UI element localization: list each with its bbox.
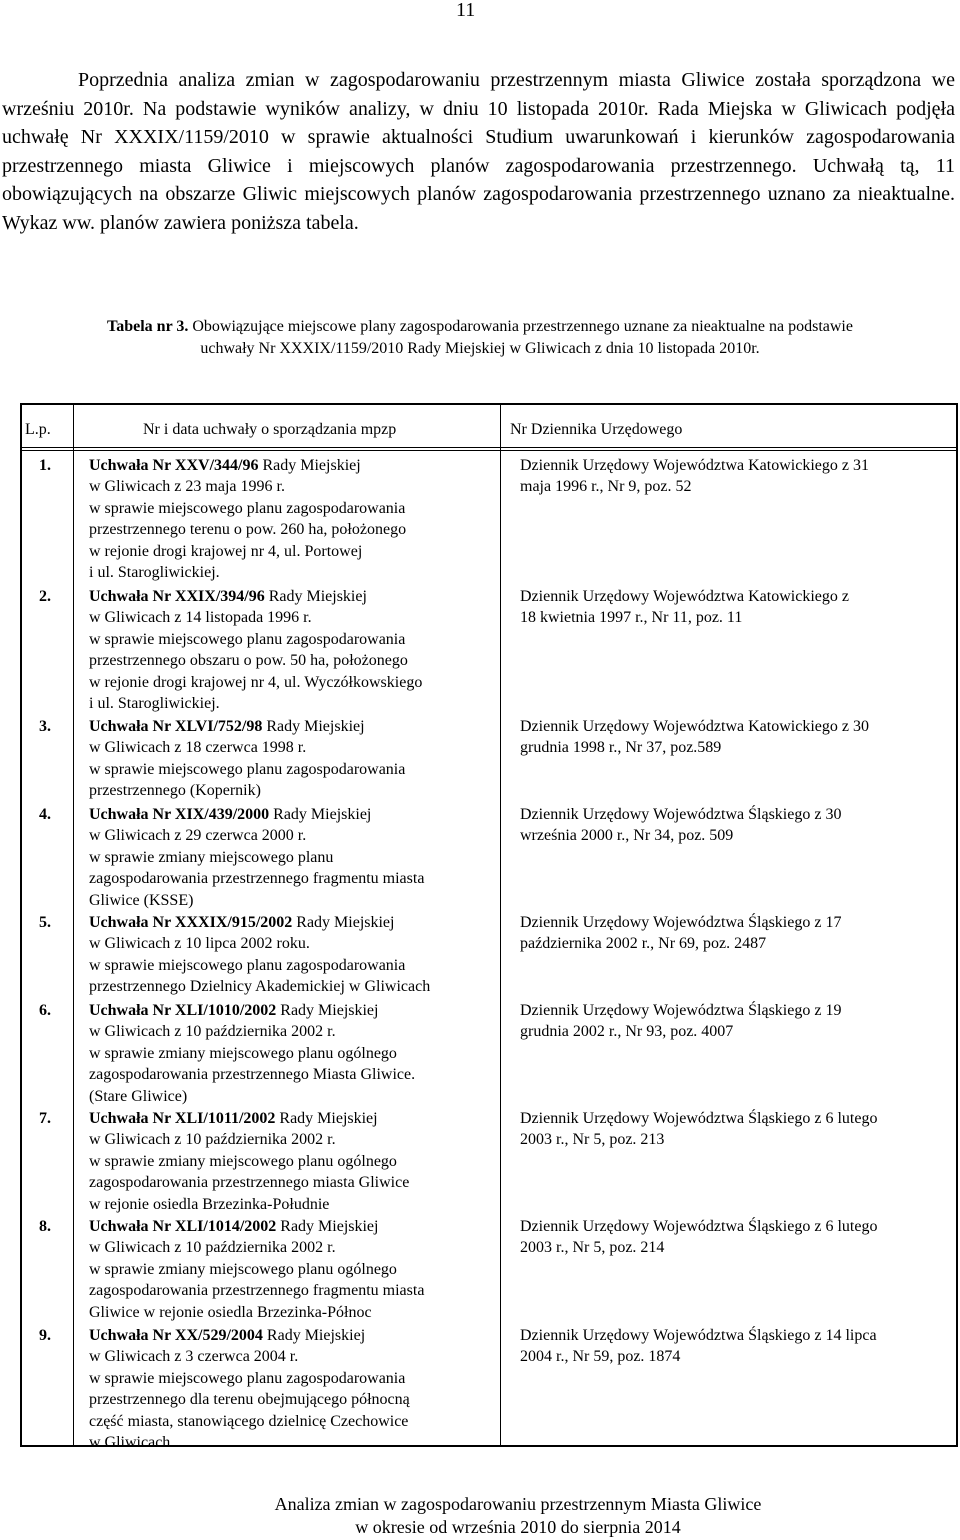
journal-reference-line: Dziennik Urzędowy Województwa Śląskiego z 6 lutego <box>520 1110 878 1127</box>
resolution-detail-line: i ul. Starogliwickiej. <box>89 564 220 582</box>
resolution-detail-line: zagospodarowania przestrzennego fragmentu miasta <box>89 1282 425 1300</box>
resolution-number: Uchwała Nr XLVI/752/98 <box>89 718 263 735</box>
resolution-council: Rady Miejskiej <box>269 806 372 823</box>
header-divider-top <box>22 447 956 448</box>
resolution-title-line <box>89 1325 499 1346</box>
resolution-number: Uchwała Nr XLI/1011/2002 <box>89 1110 276 1127</box>
row-number: 7. <box>39 1110 51 1127</box>
journal-reference-line: Dziennik Urzędowy Województwa Śląskiego z 6 lutego <box>520 1218 878 1235</box>
resolution-council: Rady Miejskiej <box>258 457 361 474</box>
resolution-title-line <box>89 716 499 737</box>
resolution-detail-line: przestrzennego obszaru o pow. 50 ha, położonego <box>89 652 408 670</box>
journal-reference-line: Dziennik Urzędowy Województwa Śląskiego z 17 <box>520 914 842 931</box>
resolution-title-line <box>89 455 499 476</box>
resolution-detail-line: w sprawie miejscowego planu zagospodarowania <box>89 760 406 778</box>
resolution-title-line <box>89 1108 499 1129</box>
resolution-detail-line: w rejonie drogi krajowej nr 4, ul. Portowej <box>89 542 363 560</box>
resolution-council: Rady Miejskiej <box>276 1218 379 1235</box>
column-divider-journal <box>500 405 501 1445</box>
journal-reference <box>520 1325 945 1368</box>
resolution-detail-line: w sprawie miejscowego planu zagospodarowania <box>89 1369 406 1387</box>
resolution-detail-line: w sprawie zmiany miejscowego planu ogólnego <box>89 1044 397 1062</box>
journal-reference-line: Dziennik Urzędowy Województwa Śląskiego z 19 <box>520 1002 842 1019</box>
resolution-detail-line: w Gliwicach z 3 czerwca 2004 r. <box>89 1348 299 1366</box>
resolution-council: Rady Miejskiej <box>262 718 365 735</box>
resolution-council: Rady Miejskiej <box>275 1110 378 1127</box>
row-number: 8. <box>39 1218 51 1235</box>
resolution-detail-line: zagospodarowania przestrzennego fragmentu miasta <box>89 870 425 888</box>
row-number: 3. <box>39 718 51 735</box>
resolution-number: Uchwała Nr XIX/439/2000 <box>89 806 270 823</box>
journal-reference-line: 2003 r., Nr 5, poz. 213 <box>520 1131 665 1149</box>
resolution-detail-line: w sprawie zmiany miejscowego planu <box>89 848 334 866</box>
resolution-detail-line: zagospodarowania przestrzennego miasta Gliwice <box>89 1174 410 1192</box>
intro-paragraph: Poprzednia analiza zmian w zagospodarowaniu przestrzennym miasta Gliwice została sporządzona we wrześniu 2010r. Na podstawie wyników analizy, w dniu 10 listopada 2010r. Rada Miejska w Gliwicach podjęła uchwałę Nr XXXIX/1159/2010 w sprawie aktualności Studium uwarunkowań i kierunków zagospodarowania przestrzennego miasta Gliwice i miejscowych planów zagospodarowania przestrzennego. Uchwałą tą, 11 obowiązujących na obszarze Gliwic miejscowych planów zagospodarowania przestrzennego uznano za nieaktualne. Wykaz ww. planów zawiera poniższa tabela. <box>2 69 955 234</box>
resolution-title-line <box>89 804 499 825</box>
resolution-number: Uchwała Nr XLI/1010/2002 <box>89 1002 277 1019</box>
resolution-title-line <box>89 1216 499 1237</box>
journal-reference-line: września 2000 r., Nr 34, poz. 509 <box>520 827 734 845</box>
journal-reference-line: października 2002 r., Nr 69, poz. 2487 <box>520 935 767 953</box>
header-divider-bottom <box>22 450 956 451</box>
resolution-detail-line: Gliwice w rejonie osiedla Brzezinka-Północ <box>89 1303 372 1321</box>
resolution-description <box>89 912 499 998</box>
page-number: 11 <box>456 0 476 21</box>
resolution-detail-line: w Gliwicach z 14 listopada 1996 r. <box>89 609 312 627</box>
journal-reference-line: maja 1996 r., Nr 9, poz. 52 <box>520 478 692 496</box>
resolution-number: Uchwała Nr XX/529/2004 <box>89 1327 263 1344</box>
resolution-detail-line: w sprawie zmiany miejscowego planu ogólnego <box>89 1152 397 1170</box>
journal-reference-line: Dziennik Urzędowy Województwa Śląskiego z 14 lipca <box>520 1327 877 1344</box>
resolution-detail-line: (Stare Gliwice) <box>89 1087 188 1105</box>
row-number: 9. <box>39 1327 51 1344</box>
resolution-detail-line: część miasta, stanowiącego dzielnicę Czechowice <box>89 1412 409 1430</box>
resolution-detail-line: w rejonie drogi krajowej nr 4, ul. Wyczółkowskiego <box>89 673 423 691</box>
table-caption-text-line2: uchwały Nr XXXIX/1159/2010 Rady Miejskiej w Gliwicach z dnia 10 listopada 2010r. <box>200 340 760 357</box>
journal-reference-line: Dziennik Urzędowy Województwa Katowickiego z 31 <box>520 457 869 474</box>
journal-reference-line: 2004 r., Nr 59, poz. 1874 <box>520 1348 681 1366</box>
journal-reference-line: Dziennik Urzędowy Województwa Katowickiego z <box>520 588 849 605</box>
resolution-council: Rady Miejskiej <box>276 1002 379 1019</box>
table-caption-label: Tabela nr 3. <box>107 318 189 335</box>
resolution-description <box>89 1325 499 1453</box>
resolution-detail-line: Gliwice (KSSE) <box>89 891 194 909</box>
resolution-description <box>89 1000 499 1107</box>
resolution-detail-line: w sprawie miejscowego planu zagospodarowania <box>89 956 406 974</box>
journal-reference-line: 2003 r., Nr 5, poz. 214 <box>520 1239 665 1257</box>
journal-reference <box>520 586 945 629</box>
resolution-description <box>89 1108 499 1215</box>
resolution-detail-line: w Gliwicach z 10 października 2002 r. <box>89 1023 336 1041</box>
resolution-detail-line: w sprawie zmiany miejscowego planu ogólnego <box>89 1260 397 1278</box>
resolution-number: Uchwała Nr XLI/1014/2002 <box>89 1218 277 1235</box>
resolution-detail-line: w Gliwicach z 29 czerwca 2000 r. <box>89 827 307 845</box>
journal-reference-line: Dziennik Urzędowy Województwa Katowickiego z 30 <box>520 718 869 735</box>
row-number: 1. <box>39 457 51 474</box>
resolution-description <box>89 804 499 911</box>
resolution-description <box>89 586 499 714</box>
row-number: 6. <box>39 1002 51 1019</box>
resolution-description <box>89 716 499 802</box>
resolution-detail-line: w Gliwicach z 10 października 2002 r. <box>89 1131 336 1149</box>
resolution-description <box>89 455 499 583</box>
resolution-council: Rady Miejskiej <box>292 914 395 931</box>
journal-reference <box>520 716 945 759</box>
footer-line1: Analiza zmian w zagospodarowaniu przestrzennym Miasta Gliwice <box>274 1494 762 1514</box>
resolution-number: Uchwała Nr XXIX/394/96 <box>89 588 265 605</box>
resolution-detail-line: w sprawie miejscowego planu zagospodarowania <box>89 630 406 648</box>
resolution-detail-line: w Gliwicach z 23 maja 1996 r. <box>89 478 285 496</box>
table-caption-text-line1: Obowiązujące miejscowe plany zagospodarowania przestrzennego uznane za nieaktualne na podstawie <box>188 318 853 335</box>
row-number: 5. <box>39 914 51 931</box>
resolution-detail-line: przestrzennego (Kopernik) <box>89 782 261 800</box>
journal-reference <box>520 804 945 847</box>
journal-reference-line: Dziennik Urzędowy Województwa Śląskiego z 30 <box>520 806 842 823</box>
journal-reference-line: 18 kwietnia 1997 r., Nr 11, poz. 11 <box>520 609 743 627</box>
journal-reference <box>520 1108 945 1151</box>
resolution-detail-line: w sprawie miejscowego planu zagospodarowania <box>89 499 406 517</box>
journal-reference <box>520 1000 945 1043</box>
journal-reference <box>520 1216 945 1259</box>
resolution-detail-line: przestrzennego dla terenu obejmującego północną <box>89 1391 410 1409</box>
table-caption <box>0 316 960 360</box>
page-footer <box>0 1493 960 1539</box>
resolution-detail-line: zagospodarowania przestrzennego Miasta Gliwice. <box>89 1066 416 1084</box>
resolution-detail-line: w Gliwicach z 10 lipca 2002 roku. <box>89 935 310 953</box>
column-divider-lp <box>73 405 74 1445</box>
resolution-detail-line: w Gliwicach z 18 czerwca 1998 r. <box>89 739 307 757</box>
resolution-title-line <box>89 912 499 933</box>
resolution-detail-line: i ul. Starogliwickiej. <box>89 695 220 713</box>
resolution-number: Uchwała Nr XXXIX/915/2002 <box>89 914 293 931</box>
resolution-detail-line: przestrzennego Dzielnicy Akademickiej w Gliwicach <box>89 978 431 996</box>
resolution-detail-line: w Gliwicach z 10 października 2002 r. <box>89 1239 336 1257</box>
resolution-council: Rady Miejskiej <box>262 1327 366 1344</box>
header-resolution: Nr i data uchwały o sporządzania mpzp <box>143 421 397 438</box>
journal-reference <box>520 912 945 955</box>
resolution-detail-line: przestrzennego terenu o pow. 260 ha, położonego <box>89 521 407 539</box>
journal-reference <box>520 455 945 498</box>
resolution-council: Rady Miejskiej <box>264 588 367 605</box>
header-lp: L.p. <box>25 421 51 438</box>
header-journal: Nr Dziennika Urzędowego <box>510 421 683 438</box>
row-number: 4. <box>39 806 51 823</box>
resolution-description <box>89 1216 499 1323</box>
resolution-title-line <box>89 586 499 607</box>
resolution-detail-line: w Gliwicach <box>89 1434 171 1452</box>
resolution-number: Uchwała Nr XXV/344/96 <box>89 457 259 474</box>
footer-line2: w okresie od września 2010 do sierpnia 2014 <box>355 1517 681 1537</box>
row-number: 2. <box>39 588 51 605</box>
resolution-title-line <box>89 1000 499 1021</box>
journal-reference-line: grudnia 1998 r., Nr 37, poz.589 <box>520 739 722 757</box>
journal-reference-line: grudnia 2002 r., Nr 93, poz. 4007 <box>520 1023 734 1041</box>
resolution-detail-line: w rejonie osiedla Brzezinka-Południe <box>89 1195 330 1213</box>
